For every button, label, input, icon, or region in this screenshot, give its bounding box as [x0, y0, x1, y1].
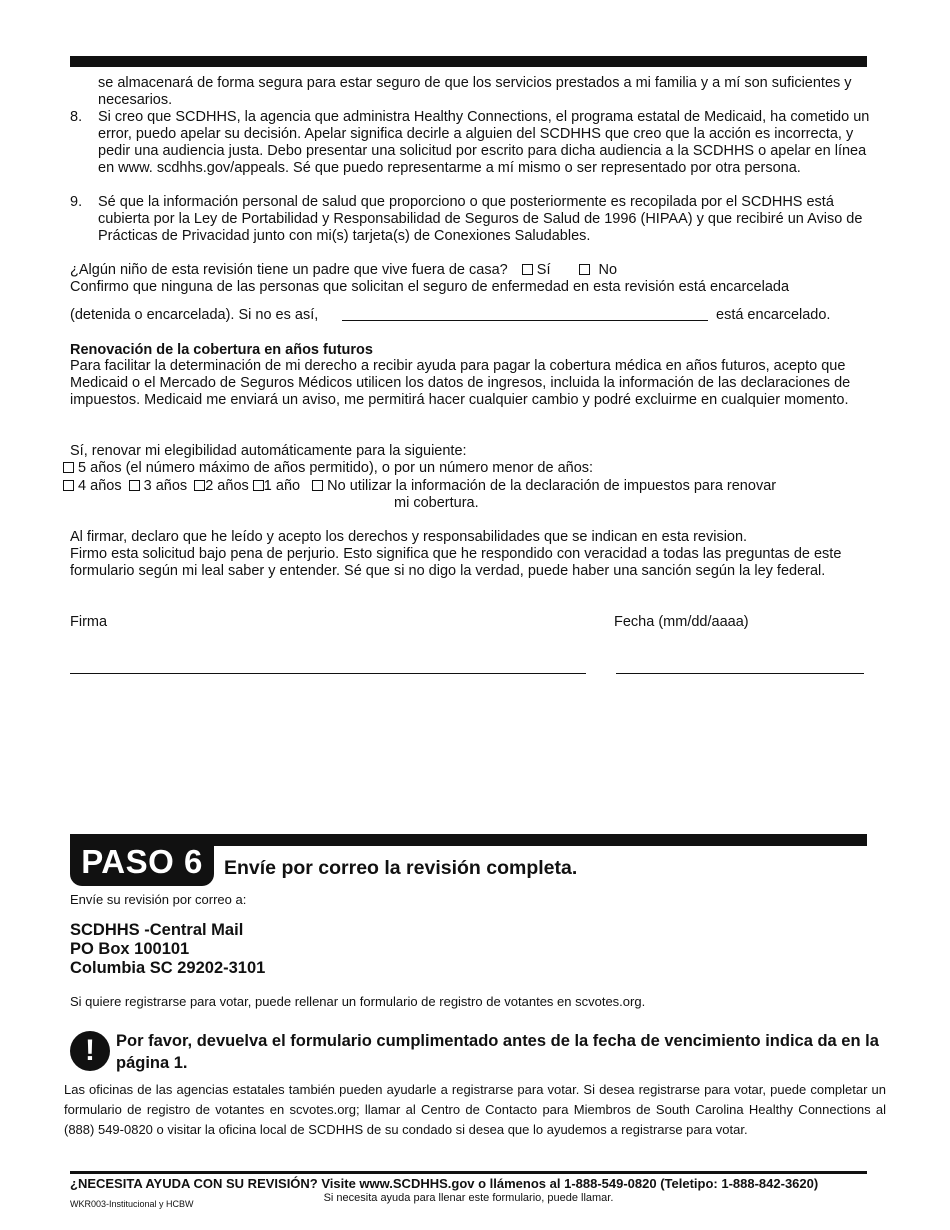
signature-field[interactable] [70, 673, 586, 674]
renewal-5-years-label: 5 años (el número máximo de años permitido), o por un número menor de años: [78, 460, 594, 476]
parent-question-row [70, 262, 870, 279]
renewal-no-tax-checkbox[interactable] [312, 480, 323, 491]
renewal-no-tax-label: No utilizar la información de la declaración de impuestos para renovar [327, 478, 777, 494]
parent-yes-checkbox[interactable] [522, 264, 533, 275]
signature-label: Firma [70, 614, 108, 630]
address-line-1: SCDHHS -Central Mail [70, 921, 244, 939]
item-9-text: Sé que la información personal de salud que proporciono o que posteriormente es recopilada por el SCDHHS está cubierta por la Ley de Portabilidad y Responsabilidad de Seguros de Salud de 1996 (HIPAA) y que recibiré un Aviso de Prácticas de Privacidad junto con mi(s) tarjeta(s) de Conexiones Saludables. [98, 194, 863, 244]
renewal-4-years-checkbox[interactable] [63, 480, 74, 491]
footer-bar [70, 1171, 867, 1174]
address-line-3: Columbia SC 29202-3101 [70, 959, 266, 977]
incarcerated-person-field[interactable] [342, 320, 708, 321]
mail-to-label: Envíe su revisión por correo a: [70, 892, 247, 907]
renewal-option-5-row [63, 460, 593, 477]
help-subline: Si necesita ayuda para llenar este formulario, puede llamar. [323, 1192, 614, 1204]
sign-declaration: Al firmar, declaro que he leído y acepto los derechos y responsabilidades que se indican en esta revision. [70, 529, 748, 545]
item-9-number: 9. [70, 194, 83, 210]
renewal-2-years-label: 2 años [205, 478, 249, 494]
exclamation-icon: ! [70, 1031, 110, 1071]
renewal-3-years-checkbox[interactable] [129, 480, 140, 491]
renewal-options-row [63, 478, 776, 495]
mailing-address [70, 921, 265, 978]
voter-registration-info: Las oficinas de las agencias estatales también pueden ayudarle a registrarse para votar. Si desea registrarse para votar, puede completar un formulario de registro de votantes en scvotes.org; llamar al Centro de Contacto para Miembros de South Carolina Healthy Connections al (888) 549-0820 o visitar la oficina local de SCDHHS de su condado si desea que lo ayudemos a registrarse para votar. [64, 1082, 886, 1137]
help-line: ¿NECESITA AYUDA CON SU REVISIÓN? Visite www.SCDHHS.gov o llámenos al 1-888-549-0820 (Teletipo: 1-888-842-3620) [70, 1176, 819, 1191]
date-field[interactable] [616, 673, 864, 674]
incarceration-suffix: está encarcelado. [716, 307, 831, 323]
renewal-2-years-checkbox[interactable] [194, 480, 205, 491]
perjury-statement: Firmo esta solicitud bajo pena de perjurio. Esto significa que he respondido con veracidad a todas las preguntas de este formulario según mi leal saber y entender. Sé que si no digo la verdad, puede haber una sanción según la ley federal. [70, 546, 842, 579]
renewal-intro: Sí, renovar mi elegibilidad automáticamente para la siguiente: [70, 443, 467, 459]
item-8-number: 8. [70, 109, 83, 125]
parent-yes-label: Sí [536, 262, 551, 278]
incarceration-prefix: (detenida o encarcelada). Si no es así, [70, 307, 319, 323]
renewal-5-years-checkbox[interactable] [63, 462, 74, 473]
renewal-no-tax-label-cont: mi cobertura. [394, 495, 479, 511]
renewal-body: Para facilitar la determinación de mi derecho a recibir ayuda para pagar la cobertura médica en años futuros, acepto que Medicaid o el Mercado de Seguros Médicos utilicen los datos de ingresos, incluida la información de las declaraciones de impuestos. Medicaid me enviará un aviso, me permitirá hacer cualquier cambio y podré excluirme en cualquier momento. [70, 358, 851, 408]
step-6-badge: PASO 6 [70, 838, 214, 886]
renewal-4-years-label: 4 años [78, 478, 122, 494]
renewal-1-year-label: 1 año [263, 478, 301, 494]
renewal-1-year-checkbox[interactable] [253, 480, 264, 491]
date-label: Fecha (mm/dd/aaaa) [614, 614, 749, 630]
item-7-continuation: se almacenará de forma segura para estar seguro de que los servicios prestados a mi familia y a mí son suficientes y necesarios. [98, 75, 852, 108]
item-8-text: Si creo que SCDHHS, la agencia que administra Healthy Connections, el programa estatal de Medicaid, ha cometido un error, puedo apelar su decisión. Apelar significa decirle a alguien del SCDHHS que creo que la acción es incorrecta, y pedir una audiencia justa. Debo presentar una solicitud por escrito para dicha audiencia a la SCDHHS o apelar en línea en www. scdhhs.gov/appeals. Sé que puedo representarme a mí mismo o ser representado por otra persona. [98, 109, 870, 176]
renewal-3-years-label: 3 años [143, 478, 188, 494]
address-line-2: PO Box 100101 [70, 940, 190, 958]
renewal-heading: Renovación de la cobertura en años futuros [70, 342, 373, 358]
parent-question: ¿Algún niño de esta revisión tiene un padre que vive fuera de casa? [70, 262, 508, 278]
parent-no-checkbox[interactable] [579, 264, 590, 275]
step-6-title: Envíe por correo la revisión completa. [224, 857, 578, 879]
vote-note: Si quiere registrarse para votar, puede rellenar un formulario de registro de votantes en scvotes.org. [70, 994, 646, 1009]
form-code: WKR003-Institucional y HCBW [70, 1199, 194, 1209]
incarceration-statement: Confirmo que ninguna de las personas que solicitan el seguro de enfermedad en esta revisión está encarcelada [70, 279, 790, 295]
parent-no-label: No [598, 262, 618, 278]
top-bar [70, 56, 867, 67]
deadline-warning: Por favor, devuelva el formulario cumplimentado antes de la fecha de vencimiento indica da en la página 1. [116, 1032, 879, 1072]
